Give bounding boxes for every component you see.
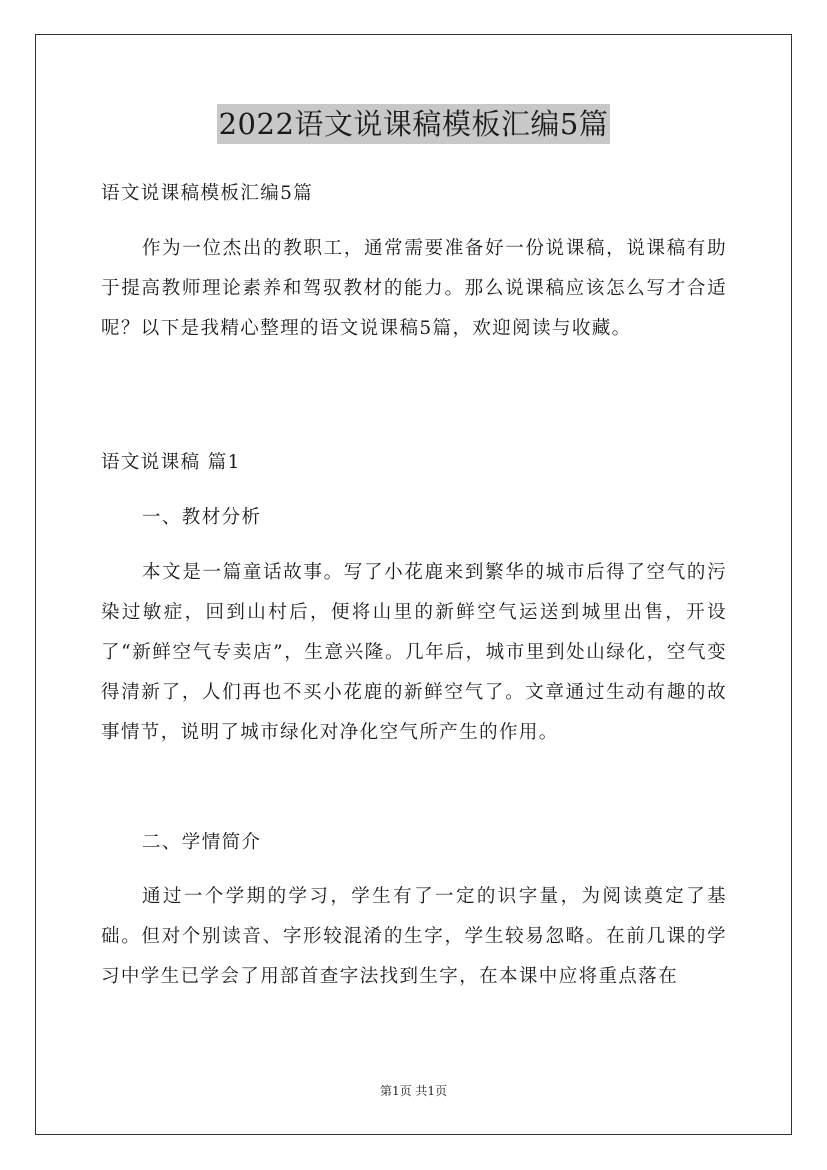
part1-body: 本文是一篇童话故事。写了小花鹿来到繁华的城市后得了空气的污染过敏症，回到山村后，便将山里的新鲜空气运送到城里出售，开设了“新鲜空气专卖店”，生意兴隆。几年后，城市里到处山绿化，空气变得清新了，人们再也不买小花鹿的新鲜空气了。文章通过生动有趣的故事情节，说明了城市绿化对净化空气所产生的作用。: [101, 562, 727, 743]
page-footer: 第1页 共1页: [379, 1084, 448, 1098]
intro-paragraph: 作为一位杰出的教职工，通常需要准备好一份说课稿，说课稿有助于提高教师理论素养和驾驭教材的能力。那么说课稿应该怎么写才合适呢？以下是我精心整理的语文说课稿5篇，欢迎阅读与收藏。: [101, 238, 727, 339]
title-container: [0, 104, 827, 144]
part2-body: 通过一个学期的学习，学生有了一定的识字量，为阅读奠定了基础。但对个别读音、字形较混淆的生字，学生较易忽略。在前几课的学习中学生已学会了用部首查字法找到生字，在本课中应将重点落在: [101, 886, 727, 987]
part2-heading: 二、学情简介: [142, 832, 262, 853]
part1-heading: 一、教材分析: [142, 507, 262, 528]
section-heading: 语文说课稿 篇1: [101, 452, 241, 473]
document-title: 2022语文说课稿模板汇编5篇: [217, 104, 611, 144]
document-subtitle: 语文说课稿模板汇编5篇: [101, 183, 314, 204]
